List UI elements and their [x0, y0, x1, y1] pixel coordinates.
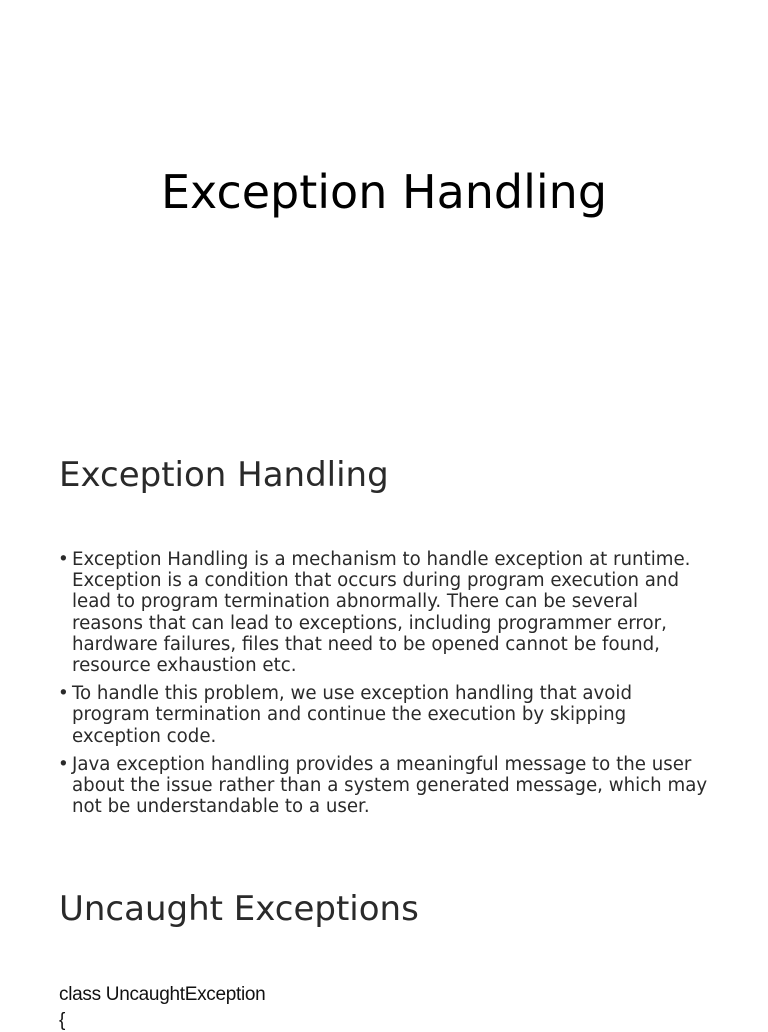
content-slide — [0, 440, 768, 860]
list-item — [58, 683, 708, 747]
slide-title: Exception Handling — [160, 165, 608, 219]
bullet-text: Exception Handling is a mechanism to handle exception at runtime. Exception is a condition that occurs during program execution and lead to program termination abnormally. There can be several reasons that can lead to exceptions, including programmer error, hardware failures, files that need to be opened cannot be found, resource exhaustion etc. — [72, 549, 691, 677]
bullet-list — [58, 549, 708, 824]
bullet-icon: • — [58, 683, 69, 705]
list-item — [58, 754, 708, 818]
slide-heading: Uncaught Exceptions — [59, 889, 419, 929]
bullet-icon: • — [58, 753, 69, 775]
bullet-icon: • — [58, 549, 69, 570]
list-item — [58, 549, 708, 676]
slide-heading: Exception Handling — [59, 455, 389, 495]
title-slide — [0, 0, 768, 420]
code-line: class UncaughtException — [59, 984, 266, 1005]
bullet-text: Java exception handling provides a meaningful message to the user about the issue rather than a system generated message, which may not be understandable to a user. — [72, 753, 708, 818]
code-slide — [0, 874, 768, 1031]
code-line: { — [59, 1010, 66, 1031]
bullet-text: To handle this problem, we use exception handling that avoid program termination and continue the execution by skipping exception code. — [72, 683, 633, 747]
